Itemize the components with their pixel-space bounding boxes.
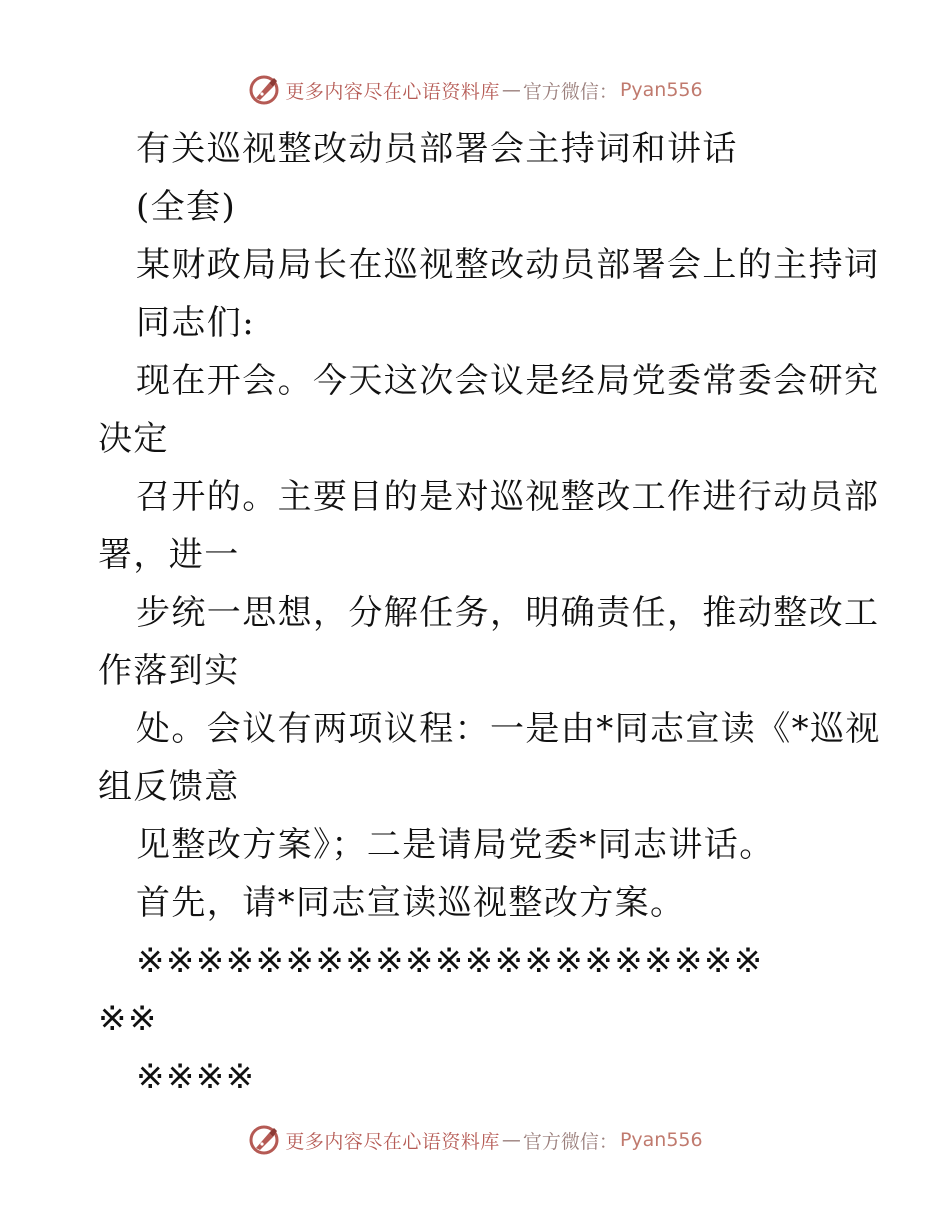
document-body [98,120,881,1106]
text-line: 同志们: [136,303,256,343]
text-line: 某财政局局长在巡视整改动员部署会上的主持词 [136,245,880,285]
banner-wechat-label: 官方微信： [522,80,618,103]
text-line: 召开的。主要目的是对巡视整改工作进行动员部 [136,477,880,517]
text-line: ※※※※ [136,1057,256,1097]
text-line: 见整改方案》；二是请局党委*同志讲话。 [136,825,775,865]
banner-separator: — [501,79,521,101]
text-line: ※※ [98,999,158,1039]
text-line: 决定 [98,419,169,459]
banner-title: 更多内容尽在心语资料库 [285,80,500,103]
header-watermark-banner [0,70,950,110]
text-line: (全套) [136,187,237,227]
text-line: 步统一思想，分解任务，明确责任，推动整改工 [136,593,880,633]
banner-separator: — [501,1129,521,1151]
text-line: 署，进一 [98,535,240,575]
banner-wechat-id: Pyan556 [619,1129,703,1151]
text-line: 首先，请*同志宣读巡视整改方案。 [136,883,686,923]
text-line: 组反馈意 [98,767,240,807]
footer-watermark-banner [0,1120,950,1160]
text-line: 有关巡视整改动员部署会主持词和讲话 [136,129,738,169]
pen-nib-logo-icon [247,73,281,107]
banner-wechat-id: Pyan556 [619,79,703,101]
banner-wechat-label: 官方微信： [522,1130,618,1153]
banner-title: 更多内容尽在心语资料库 [285,1130,500,1153]
text-line: 作落到实 [98,651,240,691]
text-line: ※※※※※※※※※※※※※※※※※※※※※ [136,941,764,981]
pen-nib-logo-icon [247,1123,281,1157]
text-line: 处。会议有两项议程：一是由*同志宣读《*巡视 [136,709,881,749]
text-line: 现在开会。今天这次会议是经局党委常委会研究 [136,361,880,401]
